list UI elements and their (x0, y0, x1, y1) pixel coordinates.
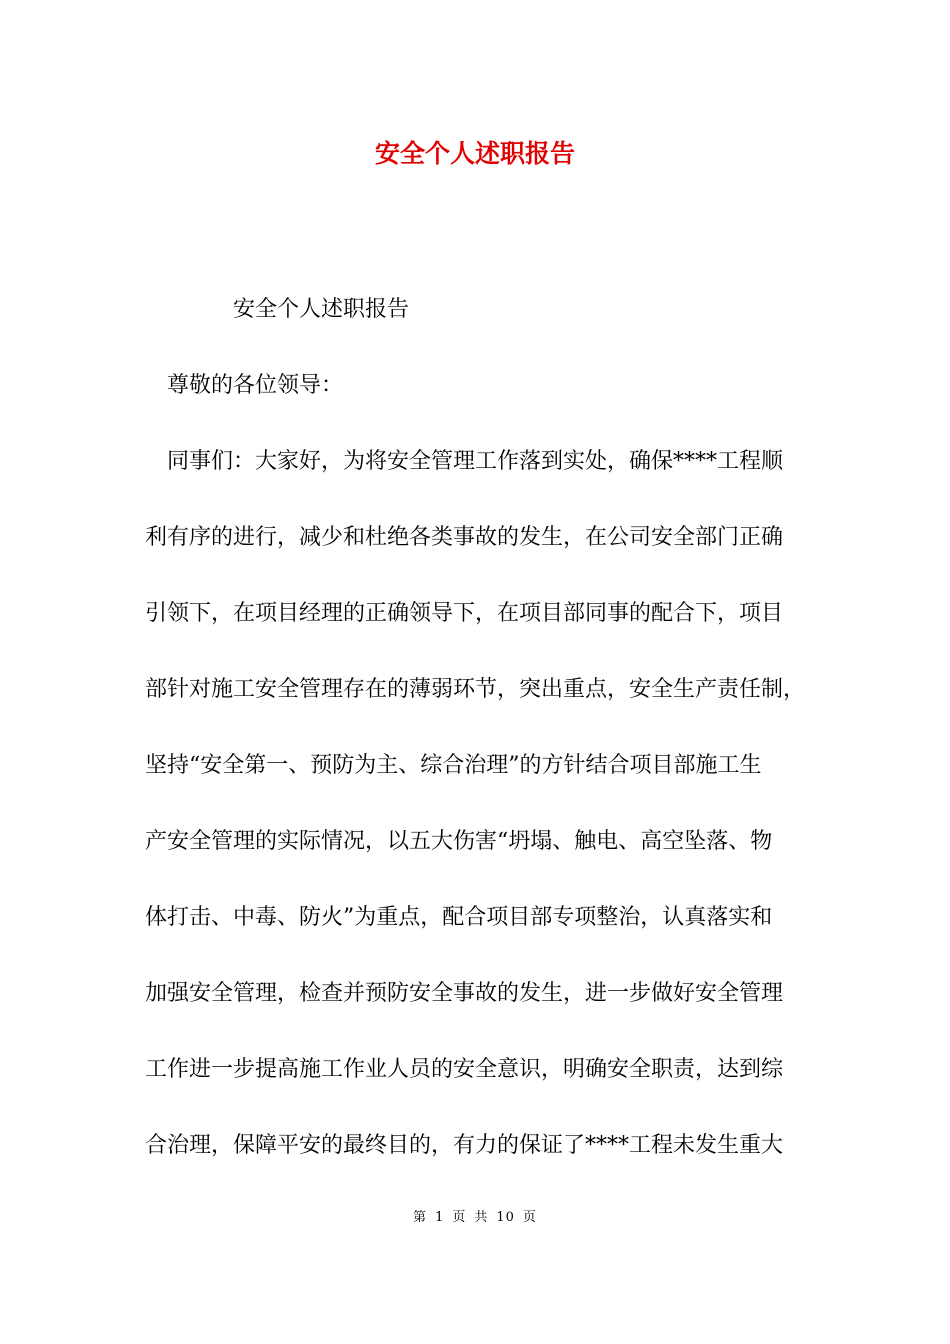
body-line: 部针对施工安全管理存在的薄弱环节，突出重点，安全生产责任制， (145, 677, 806, 702)
body-line: 体打击、中毒、防火”为重点，配合项目部专项整治，认真落实和 (145, 905, 773, 930)
body-line: 产安全管理的实际情况，以五大伤害“坍塌、触电、高空坠落、物 (145, 829, 773, 854)
body-line: 同事们：大家好，为将安全管理工作落到实处，确保****工程顺 (167, 449, 784, 474)
total-prefix: 共 (474, 1210, 489, 1225)
total-suffix: 页 (522, 1210, 537, 1225)
page-footer (0, 1208, 950, 1228)
document-body (145, 272, 817, 1184)
page-prefix: 第 (413, 1210, 428, 1225)
total-pages-number: 10 (496, 1210, 515, 1225)
current-page-number: 1 (435, 1210, 445, 1225)
body-line: 引领下，在项目经理的正确领导下，在项目部同事的配合下，项目 (145, 601, 784, 626)
body-line: 加强安全管理，检查并预防安全事故的发生，进一步做好安全管理 (145, 981, 784, 1006)
document-title: 安全个人述职报告 (374, 139, 575, 168)
salutation: 尊敬的各位领导： (167, 373, 344, 398)
body-line: 坚持“安全第一、预防为主、综合治理”的方针结合项目部施工生 (145, 753, 762, 778)
body-subtitle: 安全个人述职报告 (233, 297, 410, 322)
page-suffix: 页 (452, 1210, 467, 1225)
body-line: 利有序的进行，减少和杜绝各类事故的发生，在公司安全部门正确 (145, 525, 784, 550)
body-line: 工作进一步提高施工作业人员的安全意识，明确安全职责，达到综 (145, 1057, 784, 1082)
body-line: 合治理，保障平安的最终目的，有力的保证了****工程未发生重大 (145, 1133, 784, 1158)
